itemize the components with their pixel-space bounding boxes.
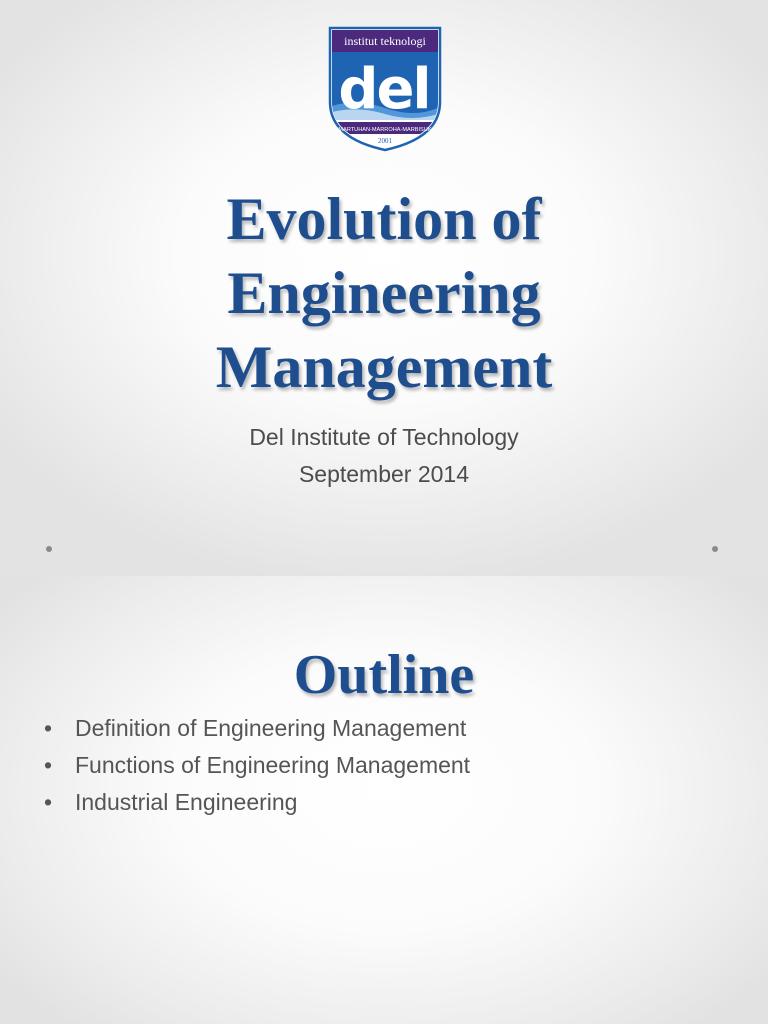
logo-top-text: institut teknologi [344,34,426,48]
subtitle-institution: Del Institute of Technology [249,424,519,450]
list-item [44,710,734,747]
decorative-dot-right [712,546,718,552]
outline-bullet-list [44,710,734,821]
bullet-icon: • [44,789,53,815]
title-line-1: Evolution of [226,186,542,252]
bullet-icon: • [44,752,53,778]
bullet-text: Industrial Engineering [75,789,298,815]
subtitle-date: September 2014 [298,461,470,487]
slide-subtitle [84,419,684,493]
logo-wordmark: del [338,57,430,122]
list-item [44,784,734,821]
logo-year: 2001 [378,137,392,145]
decorative-dot-left [46,546,52,552]
list-item [44,747,734,784]
outline-slide [0,576,768,1024]
slide-title [84,182,684,404]
logo-motto: MARTUHAN-MARROHA-MARBISUK [338,127,432,133]
bullet-icon: • [44,715,53,741]
del-logo [326,24,444,152]
title-line-3: Management [215,334,553,400]
title-line-2: Engineering [227,260,541,326]
bullet-text: Functions of Engineering Management [75,752,471,778]
bullet-text: Definition of Engineering Management [75,715,467,741]
outline-title: Outline [293,644,475,706]
